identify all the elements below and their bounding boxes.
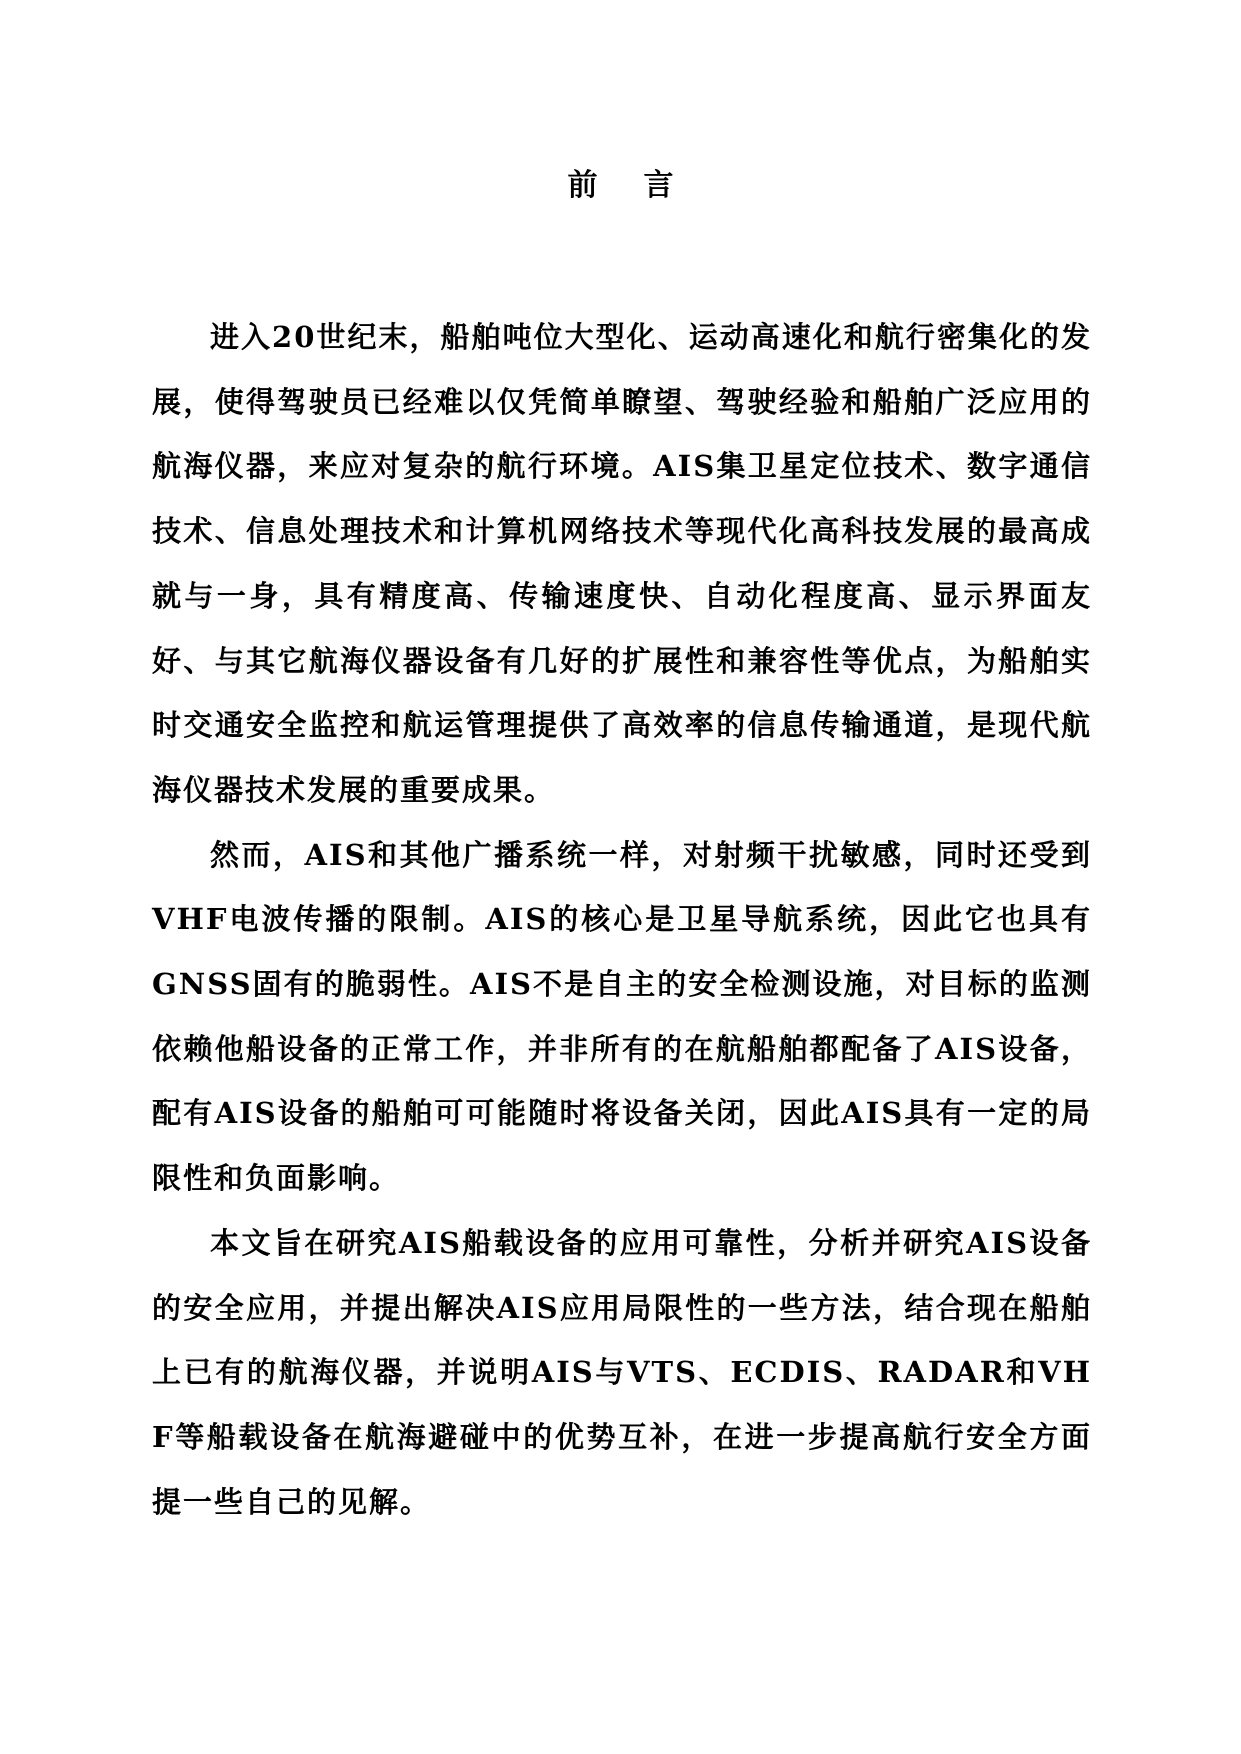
paragraph-1: 进入20世纪末，船舶吨位大型化、运动高速化和航行密集化的发展，使得驾驶员已经难以仅凭简单瞭望、驾驶经验和船舶广泛应用的航海仪器，来应对复杂的航行环境。AIS集卫星定位技术、数字通信技术、信息处理技术和计算机网络技术等现代化高科技发展的最高成就与一身，具有精度高、传输速度快、自动化程度高、显示界面友好、与其它航海仪器设备有几好的扩展性和兼容性等优点，为船舶实时交通安全监控和航运管理提供了高效率的信息传输通道，是现代航海仪器技术发展的重要成果。 xyxy=(152,320,1092,807)
paragraph-2: 然而，AIS和其他广播系统一样，对射频干扰敏感，同时还受到VHF电波传播的限制。AIS的核心是卫星导航系统，因此它也具有GNSS固有的脆弱性。AIS不是自主的安全检测设施，对目标的监测依赖他船设备的正常工作，并非所有的在航船舶都配备了AIS设备，配有AIS设备的船舶可可能随时将设备关闭，因此AIS具有一定的局限性和负面影响。 xyxy=(152,837,1092,1196)
title-char-1: 前 xyxy=(567,168,598,203)
document-body xyxy=(152,305,1092,1534)
title-char-2: 言 xyxy=(643,168,674,203)
page-title xyxy=(0,160,1241,204)
paragraph-3: 本文旨在研究AIS船载设备的应用可靠性，分析并研究AIS设备的安全应用，并提出解决AIS应用局限性的一些方法，结合现在船舶上已有的航海仪器，并说明AIS与VTS、ECDIS、RADAR和VHF等船载设备在航海避碰中的优势互补，在进一步提高航行安全方面提一些自己的见解。 xyxy=(152,1225,1092,1519)
